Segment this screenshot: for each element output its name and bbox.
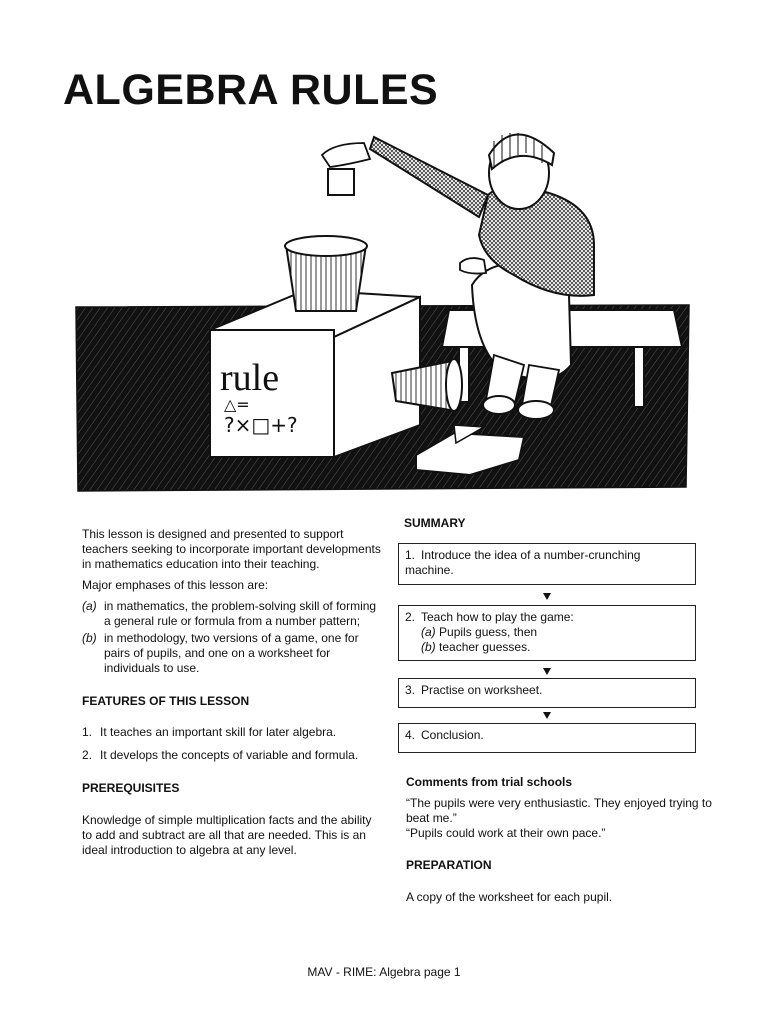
step-text: Conclusion.: [421, 728, 484, 742]
preparation-text: A copy of the worksheet for each pupil.: [406, 890, 613, 904]
rule-formula-bottom: ?×□+?: [224, 413, 298, 437]
summary-step-3: [398, 678, 696, 708]
list-marker: 1.: [82, 725, 93, 739]
step-text: Introduce the idea of a number-crunching machine.: [405, 548, 641, 577]
down-arrow-icon: [543, 668, 551, 675]
sub-text: Pupils guess, then: [439, 625, 538, 639]
list-item: [82, 725, 382, 740]
sub-marker: (b): [421, 640, 436, 654]
emphases-intro: Major emphases of this lesson are:: [82, 578, 269, 592]
illustration: [74, 125, 694, 495]
step-marker: 1.: [405, 548, 416, 562]
intro-paragraph: This lesson is designed and presented to support teachers seeking to incorporate important developments in mathematics education into their teaching.: [82, 527, 381, 571]
list-item: [82, 748, 382, 763]
list-item-text: in methodology, two versions of a game, one for pairs of pupils, and one on a worksheet for individuals to use.: [104, 631, 359, 675]
step-marker: 3.: [405, 683, 416, 697]
comments-heading: Comments from trial schools: [406, 775, 573, 789]
prerequisites-heading: PREREQUISITES: [82, 781, 180, 795]
list-item-text: It develops the concepts of variable and formula.: [100, 748, 359, 762]
comment-quote: “Pupils could work at their own pace.”: [406, 826, 606, 840]
sub-text: teacher guesses.: [439, 640, 531, 654]
down-arrow-icon: [543, 712, 551, 719]
page-title: ALGEBRA RULES: [63, 66, 439, 114]
list-marker: 2.: [82, 748, 93, 762]
list-item-text: It teaches an important skill for later algebra.: [100, 725, 337, 739]
rule-label: rule: [220, 357, 280, 399]
preparation-heading: PREPARATION: [406, 858, 492, 872]
down-arrow-icon: [543, 593, 551, 600]
sub-marker: (a): [421, 625, 436, 639]
list-marker: (b): [82, 631, 97, 645]
comment-quote: “The pupils were very enthusiastic. They enjoyed trying to beat me.”: [406, 796, 712, 825]
step-marker: 4.: [405, 728, 416, 742]
emphases-list: [82, 599, 382, 676]
held-cube: [328, 169, 354, 195]
left-column: [82, 527, 382, 864]
summary-step-2: [398, 605, 696, 661]
step-marker: 2.: [405, 610, 416, 624]
list-item: [82, 631, 382, 676]
summary-step-4: [398, 723, 696, 753]
summary-heading: SUMMARY: [404, 516, 466, 530]
rule-formula-top: △=: [224, 395, 250, 414]
list-marker: (a): [82, 599, 97, 613]
page-footer: MAV - RIME: Algebra page 1: [307, 965, 461, 979]
list-item-text: in mathematics, the problem-solving skill of forming a general rule or formula from a number pattern;: [104, 599, 377, 628]
features-list: [82, 725, 382, 763]
prerequisites-text: Knowledge of simple multiplication facts and the ability to add and subtract are all that are needed. This is an ideal introduction to algebra at any level.: [82, 813, 372, 857]
step-text: Teach how to play the game:: [421, 610, 574, 624]
summary-step-1: [398, 543, 696, 585]
list-item: [82, 599, 382, 629]
features-heading: FEATURES OF THIS LESSON: [82, 694, 250, 708]
step-text: Practise on worksheet.: [421, 683, 543, 697]
